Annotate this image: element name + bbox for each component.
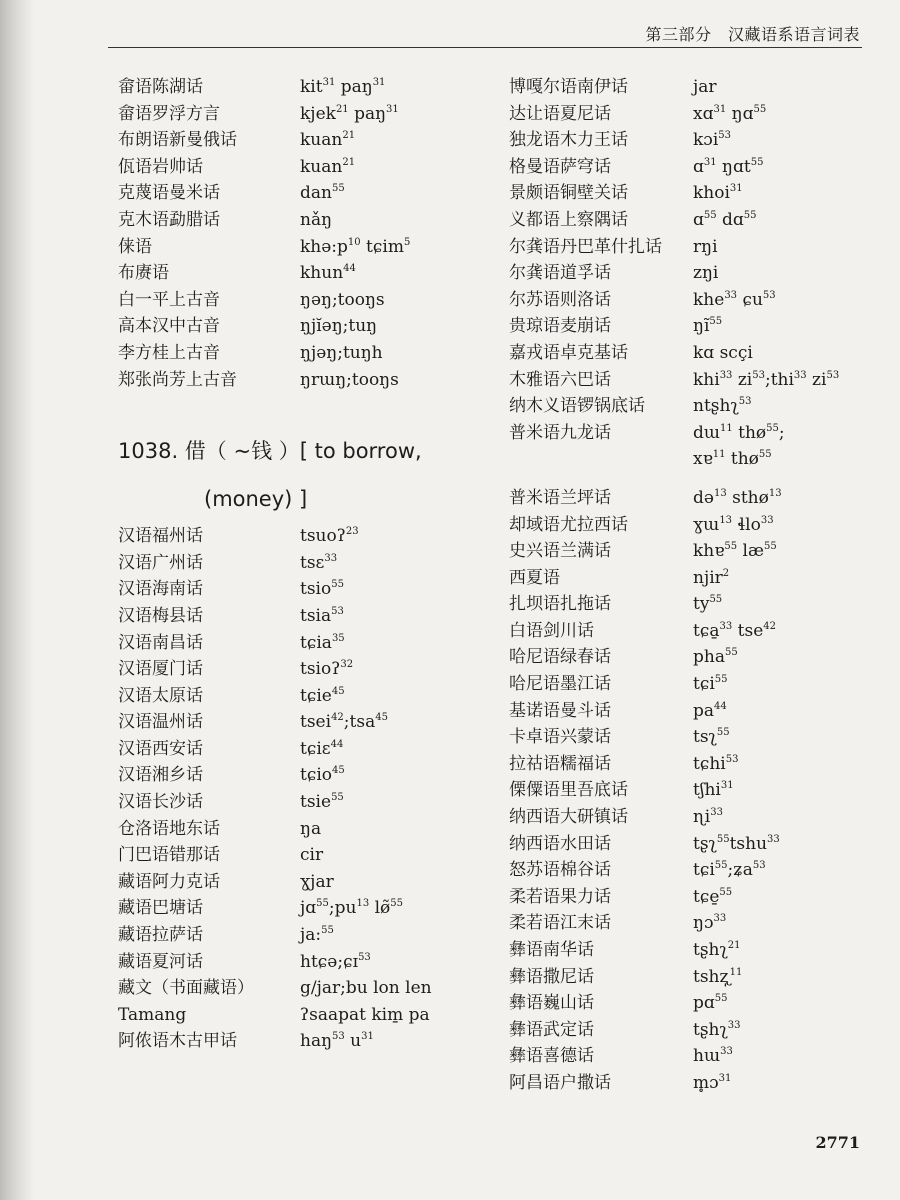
word-form: khe$^{33}$ ɕu$^{53}$ (693, 289, 776, 310)
word-entry-row (509, 804, 869, 831)
word-form: ʔsaapat kim̱ pa (300, 1004, 430, 1025)
word-form: tsuoʔ$^{23}$ (300, 526, 359, 547)
word-entry-row (509, 937, 869, 964)
word-form: ŋjəŋ;tuŋh (300, 342, 383, 363)
language-name: 木雅语六巴话 (509, 369, 611, 390)
word-entry-row (509, 671, 869, 698)
word-entry-row (118, 367, 478, 394)
word-form: tsɛ$^{33}$ (300, 552, 338, 573)
word-entry-row (509, 260, 869, 287)
language-name: 门巴语错那话 (118, 845, 220, 866)
entry-heading-line2: (money) ] (204, 487, 308, 512)
left-column (118, 74, 478, 1055)
language-name: 却域语尤拉西话 (509, 514, 628, 535)
word-form: xɐ$^{11}$ thø$^{55}$ (693, 449, 772, 470)
word-entry-row (118, 127, 478, 154)
language-name: 克木语勐腊话 (118, 209, 220, 230)
language-name: 拉祜语糯福话 (509, 753, 611, 774)
language-name: 佤语岩帅话 (118, 156, 203, 177)
language-name: 汉语厦门话 (118, 659, 203, 680)
word-form: tɕe̱$^{55}$ (693, 886, 733, 907)
word-entry-row (118, 922, 478, 949)
word-form: khoi$^{31}$ (693, 183, 743, 204)
word-form: tsei$^{42}$;tsa$^{45}$ (300, 712, 388, 733)
word-entry-row (118, 762, 478, 789)
language-name: 汉语南昌话 (118, 632, 203, 653)
word-form: tɕio$^{45}$ (300, 765, 345, 786)
word-form: pɑ$^{55}$ (693, 993, 728, 1014)
word-form: tɕi$^{55}$;ʑa$^{53}$ (693, 860, 766, 881)
language-name: 阿侬语木古甲话 (118, 1031, 237, 1052)
language-name: 高本汉中古音 (118, 316, 220, 337)
word-entry-row (509, 340, 869, 367)
word-form: ŋrɯŋ;tooŋs (300, 369, 399, 390)
page-shadow (0, 0, 34, 1200)
language-name: 柔若语果力话 (509, 886, 611, 907)
left-bottom-list (118, 523, 478, 1055)
language-name: 汉语湘乡话 (118, 765, 203, 786)
language-name: 布赓语 (118, 263, 169, 284)
word-entry-row (509, 207, 869, 234)
word-entry-row (118, 180, 478, 207)
word-entry-row (118, 74, 478, 101)
running-header: 第三部分 汉藏语系语言词表 (645, 25, 860, 44)
word-entry-row (509, 751, 869, 778)
word-form: kuan$^{21}$ (300, 156, 356, 177)
language-name: 基诺语曼斗话 (509, 700, 611, 721)
word-form: tsie$^{55}$ (300, 792, 344, 813)
language-name: 彝语武定话 (509, 1019, 594, 1040)
word-form: xɑ$^{31}$ ŋɑ$^{55}$ (693, 103, 767, 124)
word-entry-row (118, 287, 478, 314)
word-form: htɕə;ɕɪ$^{53}$ (300, 951, 371, 972)
language-name: 汉语海南话 (118, 579, 203, 600)
language-name: 格曼语萨穹话 (509, 156, 611, 177)
word-entry-row (118, 1028, 478, 1055)
word-form: tɕiɛ$^{44}$ (300, 738, 344, 759)
word-form: ja:$^{55}$ (300, 925, 334, 946)
word-entry-row (118, 630, 478, 657)
word-entry-row (509, 393, 869, 420)
language-name: 李方桂上古音 (118, 342, 220, 363)
word-form: $ŋĩ^{55}$ (693, 316, 723, 337)
word-entry-row (118, 340, 478, 367)
page-number: 2771 (815, 1133, 860, 1152)
word-entry-row (118, 154, 478, 181)
language-name: 畲语陈湖话 (118, 77, 203, 97)
word-form: khun$^{44}$ (300, 263, 356, 284)
language-name: 汉语长沙话 (118, 792, 203, 813)
word-form: haŋ$^{53}$ $u^{31}$ (300, 1031, 374, 1052)
word-entry-row (509, 512, 869, 539)
word-entry-row (118, 523, 478, 550)
word-form: tɕie$^{45}$ (300, 685, 345, 706)
word-form: ŋa (300, 818, 322, 839)
language-name: 卡卓语兴蒙话 (509, 727, 611, 748)
word-entry-row (509, 884, 869, 911)
language-name: 扎坝语扎拖话 (509, 594, 611, 615)
language-name: 彝语喜德话 (509, 1046, 594, 1067)
word-entry-row (118, 789, 478, 816)
word-entry-row (509, 1017, 869, 1044)
language-name: 汉语太原话 (118, 685, 203, 706)
language-name: 汉语广州话 (118, 552, 203, 573)
language-name: 独龙语木力王话 (509, 130, 628, 151)
language-name: 克蔑语曼米话 (118, 183, 220, 204)
word-form: nǎŋ (300, 209, 333, 230)
language-name: 纳木义语锣锅底话 (509, 396, 645, 417)
language-name: 汉语温州话 (118, 712, 203, 733)
word-entry-row (118, 260, 478, 287)
word-form: tsio$^{55}$ (300, 579, 344, 600)
language-name: 博嘎尔语南伊话 (509, 77, 628, 97)
word-entry-row (509, 287, 869, 314)
word-form: pha$^{55}$ (693, 647, 738, 668)
word-entry-row (509, 485, 869, 512)
word-form: ŋjĭəŋ;tuŋ (300, 316, 378, 337)
right-bottom-list (509, 485, 869, 1097)
word-entry-row (509, 910, 869, 937)
word-form: $ty^{55}$ (693, 594, 723, 615)
word-form: də$^{13}$ sthø$^{13}$ (693, 487, 782, 508)
word-form: g/jar;bu lon len (300, 978, 432, 999)
word-entry-row (118, 709, 478, 736)
word-form: kuan$^{21}$ (300, 130, 356, 151)
word-form: njir$^2$ (693, 567, 730, 588)
word-entry-row (118, 576, 478, 603)
language-name: 布朗语新曼俄话 (118, 130, 237, 151)
word-form: ɣjar (300, 871, 334, 892)
language-name: 郑张尚芳上古音 (118, 369, 237, 390)
word-form: kɑ scçi (693, 342, 753, 363)
language-name: 藏语阿力克话 (118, 871, 220, 892)
right-top-list (509, 74, 869, 473)
language-name: 彝语巍山话 (509, 993, 594, 1014)
word-form: $pa^{44}$ (693, 700, 727, 721)
word-form: m̥ɔ$^{31}$ (693, 1072, 732, 1093)
word-entry-row (118, 975, 478, 1002)
word-entry-row (118, 101, 478, 128)
word-form: tɕia$^{35}$ (300, 632, 345, 653)
word-entry-row (509, 538, 869, 565)
spacer (509, 473, 869, 485)
word-form: kɔi$^{53}$ (693, 130, 731, 151)
language-name: 纳西语水田话 (509, 833, 611, 854)
language-name: 仓洛语地东话 (118, 818, 220, 839)
word-form: tʃhi$^{31}$ (693, 780, 734, 801)
right-column (509, 74, 869, 1097)
word-form: khi$^{33}$ $zi^{53};thi^{33}$ $zi^{53}$ (693, 369, 840, 390)
entry-heading-line1: 1038. 借（ ~钱 ）[ to borrow, (118, 439, 422, 464)
word-form: tʂhʅ$^{21}$ (693, 940, 741, 960)
word-form: tsia$^{53}$ (300, 605, 344, 626)
language-name: 嘉戎语卓克基话 (509, 342, 628, 363)
word-entry-row (509, 565, 869, 592)
word-entry-row (509, 1070, 869, 1097)
word-entry-row (118, 1002, 478, 1029)
word-entry-row (509, 618, 869, 645)
word-entry-row (509, 74, 869, 101)
word-entry-row (118, 550, 478, 577)
word-entry-row (118, 603, 478, 630)
word-form: zŋi (693, 263, 719, 284)
word-form: ɑ$^{55}$ dɑ$^{55}$ (693, 209, 757, 230)
word-entry-row (118, 656, 478, 683)
language-name: 汉语西安话 (118, 738, 203, 759)
word-entry-row (509, 1043, 869, 1070)
word-entry-row (509, 724, 869, 751)
language-name: 畲语罗浮方言 (118, 103, 220, 124)
word-entry-row (509, 127, 869, 154)
word-entry-row (509, 990, 869, 1017)
word-entry-row (509, 234, 869, 261)
word-form: kjek$^{21}$ paŋ$^{31}$ (300, 103, 399, 124)
word-form: hɯ$^{33}$ (693, 1046, 733, 1067)
language-name: 藏语巴塘话 (118, 898, 203, 919)
word-form: rŋi (693, 236, 718, 257)
word-entry-row (118, 842, 478, 869)
word-entry-row (509, 777, 869, 804)
word-entry-row (509, 446, 869, 473)
word-form: tɕa̱$^{33}$ tse$^{42}$ (693, 620, 776, 641)
word-entry-row (509, 101, 869, 128)
language-name: 景颇语铜壁关话 (509, 183, 628, 204)
language-name: 普米语兰坪话 (509, 487, 611, 508)
language-name: 尔苏语则洛话 (509, 289, 611, 310)
language-name: 贵琼语麦崩话 (509, 316, 611, 337)
word-form: tʂhʅ$^{33}$ (693, 1019, 741, 1040)
language-name: 藏语夏河话 (118, 951, 203, 972)
language-name: 西夏语 (509, 567, 560, 588)
language-name: 彝语撒尼话 (509, 966, 594, 987)
word-entry-row (118, 869, 478, 896)
word-form: $khə:p^{10}$ tɕim$^5$ (300, 236, 411, 257)
word-entry-row (509, 180, 869, 207)
word-form: dan$^{55}$ (300, 183, 345, 204)
language-name: Tamang (118, 1004, 187, 1025)
language-name: 尔龚语丹巴革什扎话 (509, 236, 662, 257)
language-name: 义都语上察隅话 (509, 209, 628, 230)
word-form: kit$^{31}$ paŋ$^{31}$ (300, 77, 386, 97)
word-form: $jɑ^{55};pu^{13}$ lø̃$^{55}$ (300, 898, 403, 919)
word-entry-row (509, 367, 869, 394)
word-form: tsioʔ$^{32}$ (300, 659, 354, 680)
word-entry-row (509, 591, 869, 618)
word-entry-row (509, 964, 869, 991)
language-name: 柔若语江末话 (509, 913, 611, 934)
word-form: ɣɯ$^{13}$ ɬlo$^{33}$ (693, 514, 774, 535)
language-name: 汉语福州话 (118, 526, 203, 547)
language-name: 哈尼语绿春话 (509, 647, 611, 668)
language-name: 普米语九龙话 (509, 422, 611, 443)
word-form: ɳi$^{33}$ (693, 807, 723, 828)
word-entry-row (118, 207, 478, 234)
word-entry-row (118, 313, 478, 340)
language-name: 达让语夏尼话 (509, 103, 611, 124)
word-entry-row (509, 644, 869, 671)
word-form: ntʂhʅ$^{53}$ (693, 396, 752, 417)
word-form: ŋɔ$^{33}$ (693, 913, 727, 934)
word-form: tɕi$^{55}$ (693, 674, 728, 695)
language-name: 纳西语大研镇话 (509, 807, 628, 828)
word-form: tsʅ$^{55}$ (693, 727, 730, 748)
word-entry-row (509, 420, 869, 447)
word-form: tshʐ̩$^{11}$ (693, 966, 743, 987)
word-form: dɯ$^{11}$ thø$^{55}$; (693, 422, 785, 443)
language-name: 藏语拉萨话 (118, 925, 203, 946)
language-name: 史兴语兰满话 (509, 541, 611, 562)
word-entry-row (118, 736, 478, 763)
language-name: 阿昌语户撒话 (509, 1072, 611, 1093)
word-form: ŋəŋ;tooŋs (300, 289, 385, 310)
word-entry-row (118, 234, 478, 261)
word-form: cir (300, 845, 324, 866)
language-name: 白一平上古音 (118, 289, 220, 310)
word-form: ɑ$^{31}$ ŋɑt$^{55}$ (693, 156, 764, 177)
language-name: 汉语梅县话 (118, 605, 203, 626)
word-entry-row (509, 154, 869, 181)
word-entry-row (509, 698, 869, 725)
language-name: 怒苏语棉谷话 (509, 860, 611, 881)
language-name: 傈僳语里吾底话 (509, 780, 628, 801)
word-form: tʂʅ$^{55}$tshu$^{33}$ (693, 833, 780, 854)
header-rule (108, 47, 862, 48)
word-form: jar (693, 77, 717, 97)
spacer (118, 393, 478, 427)
word-entry-row (509, 857, 869, 884)
word-entry-row (118, 683, 478, 710)
word-entry-row (509, 313, 869, 340)
word-entry-row (118, 949, 478, 976)
language-name: 彝语南华话 (509, 940, 594, 960)
word-entry-row (118, 816, 478, 843)
language-name: 白语剑川话 (509, 620, 594, 641)
left-top-list (118, 74, 478, 393)
language-name: 哈尼语墨江话 (509, 674, 611, 695)
language-name: 藏文（书面藏语） (118, 978, 254, 999)
word-form: khɐ$^{55}$ $læ^{55}$ (693, 541, 777, 562)
word-form: tɕhi$^{53}$ (693, 753, 739, 774)
language-name: 俫语 (118, 236, 152, 257)
word-entry-row (509, 831, 869, 858)
language-name: 尔龚语道孚话 (509, 263, 611, 284)
word-entry-row (118, 895, 478, 922)
